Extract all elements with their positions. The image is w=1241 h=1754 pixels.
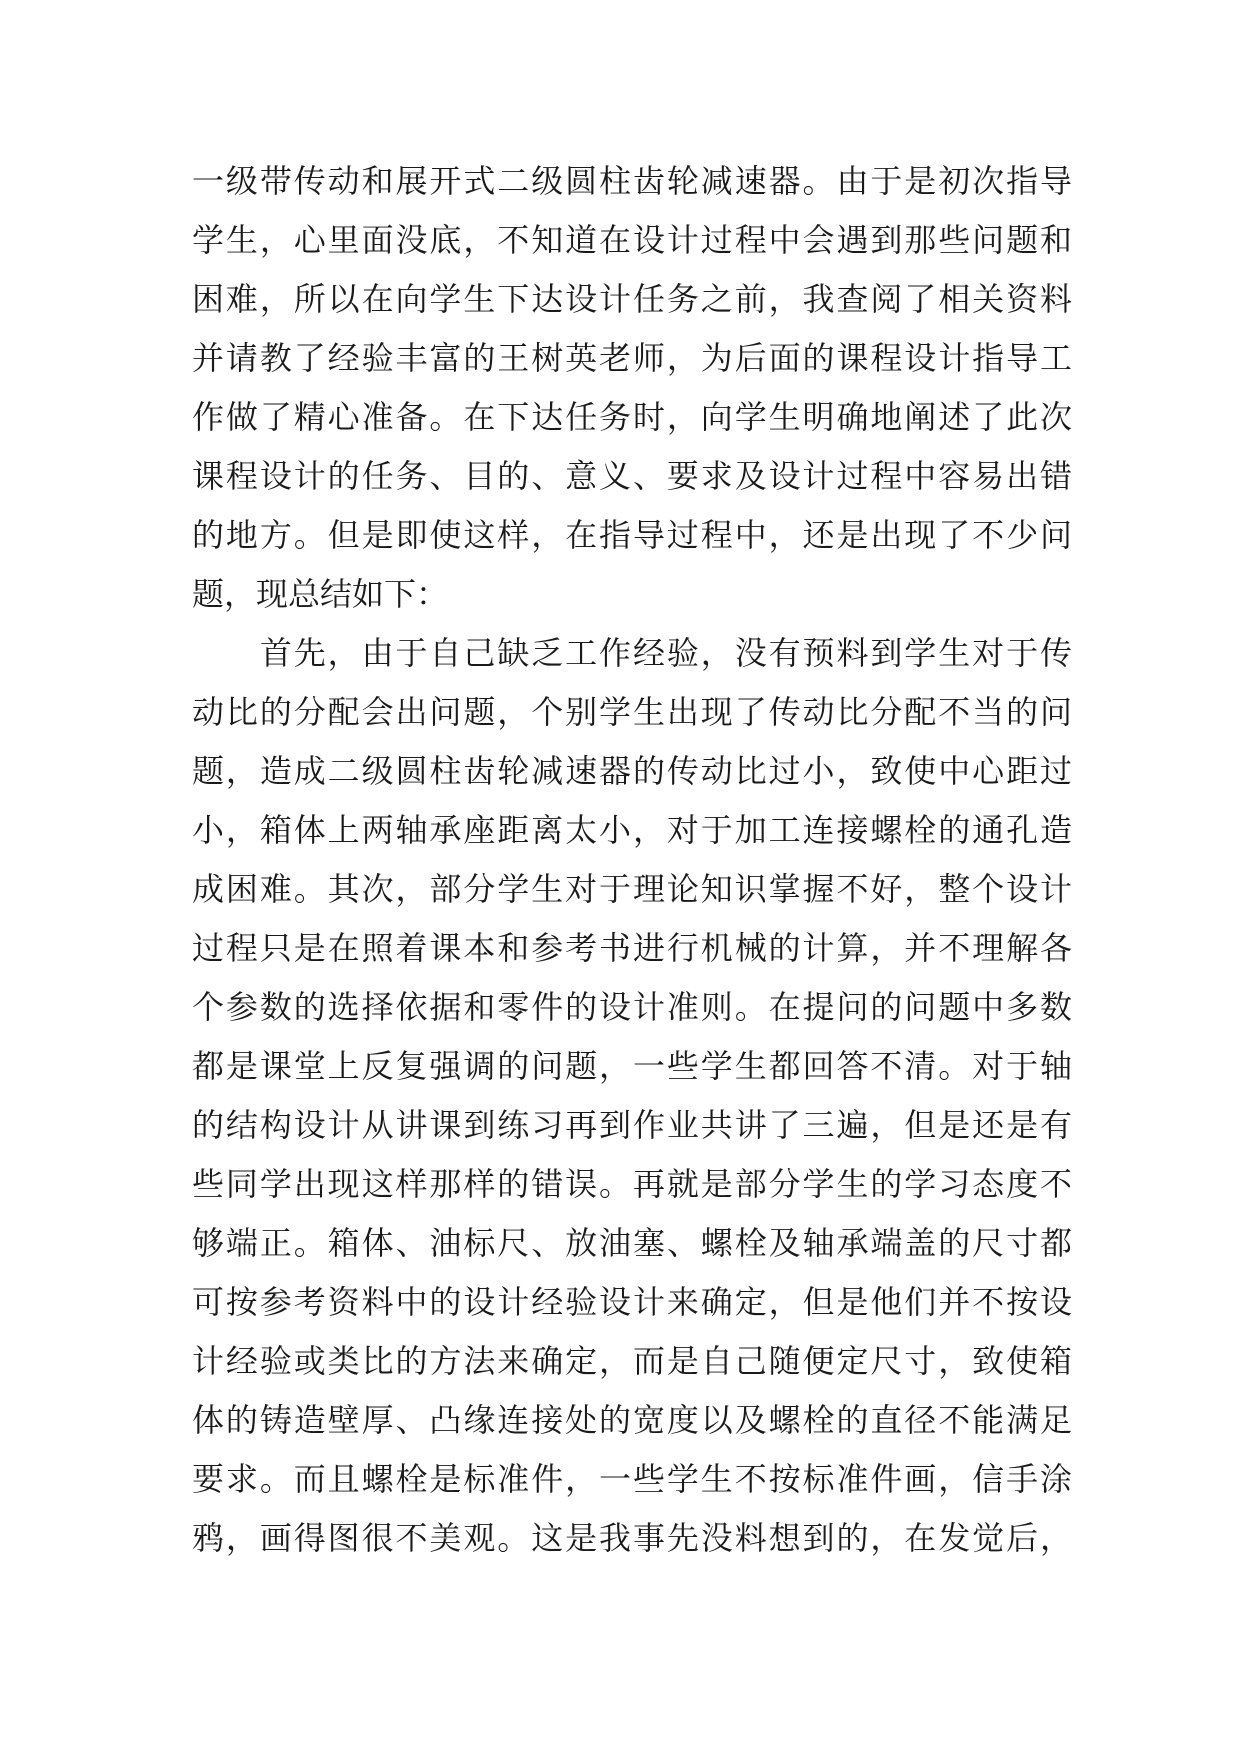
text-line-22: 体的铸造壁厚、凸缘连接处的宽度以及螺栓的直径不能满足 bbox=[192, 1401, 1072, 1439]
text-line-3: 困难，所以在向学生下达设计任务之前，我查阅了相关资料 bbox=[192, 280, 1072, 318]
text-line-18: 些同学出现这样那样的错误。再就是部分学生的学习态度不 bbox=[192, 1165, 1072, 1203]
text-line-6: 课程设计的任务、目的、意义、要求及设计过程中容易出错 bbox=[192, 457, 1072, 495]
text-line-11: 题，造成二级圆柱齿轮减速器的传动比过小，致使中心距过 bbox=[192, 752, 1072, 790]
text-line-12: 小，箱体上两轴承座距离太小，对于加工连接螺栓的通孔造 bbox=[192, 811, 1072, 849]
text-line-17: 的结构设计从讲课到练习再到作业共讲了三遍，但是还是有 bbox=[192, 1106, 1072, 1144]
text-line-15: 个参数的选择依据和零件的设计准则。在提问的问题中多数 bbox=[192, 988, 1072, 1026]
body-text bbox=[192, 152, 1072, 1568]
text-line-24: 鸦，画得图很不美观。这是我事先没料想到的，在发觉后， bbox=[192, 1519, 1072, 1557]
text-line-4: 并请教了经验丰富的王树英老师，为后面的课程设计指导工 bbox=[192, 339, 1072, 377]
text-line-1: 一级带传动和展开式二级圆柱齿轮减速器。由于是初次指导 bbox=[192, 162, 1072, 200]
text-line-19: 够端正。箱体、油标尺、放油塞、螺栓及轴承端盖的尺寸都 bbox=[192, 1224, 1072, 1262]
text-line-13: 成困难。其次，部分学生对于理论知识掌握不好，整个设计 bbox=[192, 870, 1072, 908]
text-line-7: 的地方。但是即使这样，在指导过程中，还是出现了不少问 bbox=[192, 516, 1072, 554]
text-line-23: 要求。而且螺栓是标准件，一些学生不按标准件画，信手涂 bbox=[192, 1460, 1072, 1498]
text-line-9: 首先，由于自己缺乏工作经验，没有预料到学生对于传 bbox=[192, 634, 1072, 672]
text-line-14: 过程只是在照着课本和参考书进行机械的计算，并不理解各 bbox=[192, 929, 1072, 967]
text-line-5: 作做了精心准备。在下达任务时，向学生明确地阐述了此次 bbox=[192, 398, 1072, 436]
text-line-8: 题，现总结如下： bbox=[192, 575, 449, 613]
text-line-2: 学生，心里面没底，不知道在设计过程中会遇到那些问题和 bbox=[192, 221, 1072, 259]
text-line-20: 可按参考资料中的设计经验设计来确定，但是他们并不按设 bbox=[192, 1283, 1072, 1321]
text-line-10: 动比的分配会出问题，个别学生出现了传动比分配不当的问 bbox=[192, 693, 1072, 731]
text-line-16: 都是课堂上反复强调的问题，一些学生都回答不清。对于轴 bbox=[192, 1047, 1072, 1085]
text-line-21: 计经验或类比的方法来确定，而是自己随便定尺寸，致使箱 bbox=[192, 1342, 1072, 1380]
